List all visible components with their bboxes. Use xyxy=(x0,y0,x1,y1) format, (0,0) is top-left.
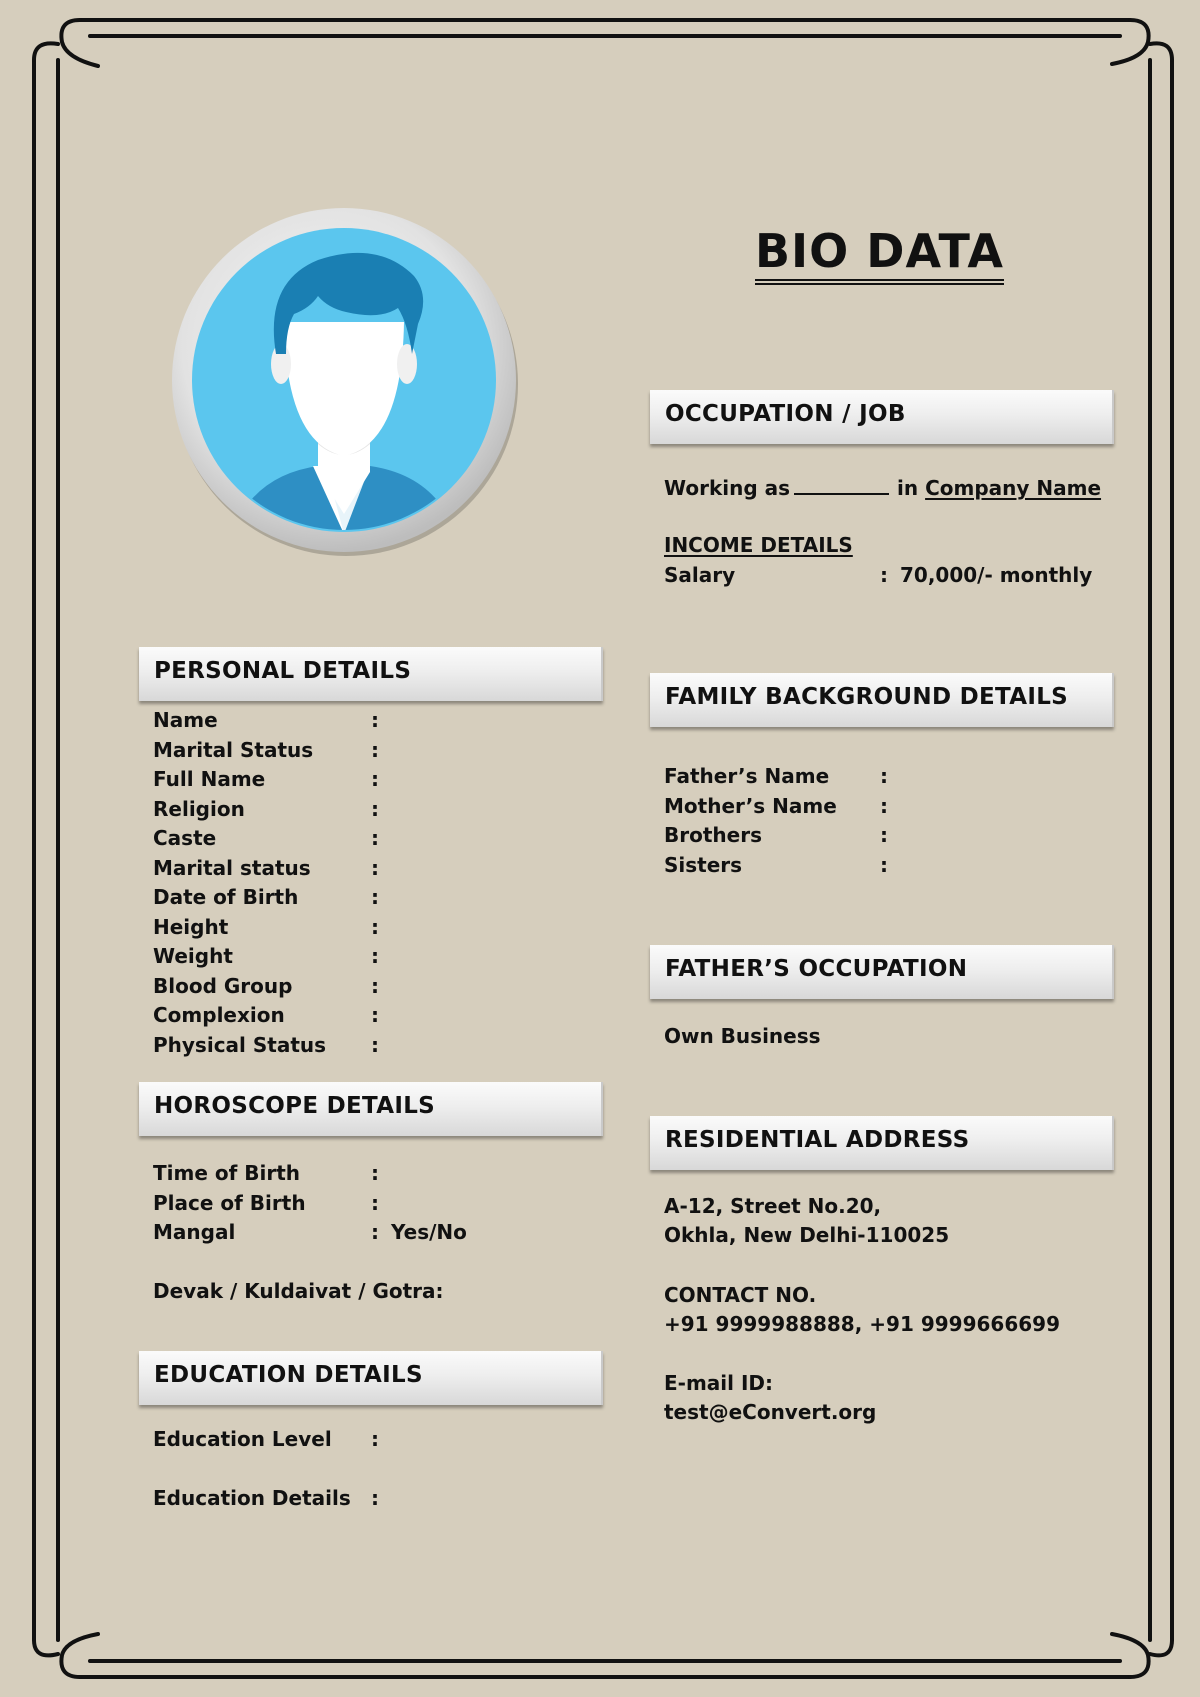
colon: : xyxy=(371,708,379,732)
field-row xyxy=(664,851,1144,880)
field-row xyxy=(153,1159,633,1188)
address-line-1: A-12, Street No.20, xyxy=(664,1194,882,1218)
field-label: Education Details xyxy=(153,1486,351,1510)
field-label: Mangal xyxy=(153,1220,236,1244)
father-occupation-header: FATHER’S OCCUPATION xyxy=(650,945,1114,999)
income-details-heading: INCOME DETAILS xyxy=(664,533,853,557)
colon: : xyxy=(371,1032,379,1057)
profile-photo-placeholder[interactable] xyxy=(168,204,520,556)
field-row xyxy=(153,795,633,824)
field-row xyxy=(664,821,1144,850)
contact-label: CONTACT NO. xyxy=(664,1283,817,1307)
field-row xyxy=(153,854,633,883)
colon: : xyxy=(371,1427,379,1451)
colon: : xyxy=(880,793,888,818)
residential-address-header: RESIDENTIAL ADDRESS xyxy=(650,1116,1114,1170)
field-label: Sisters xyxy=(664,852,743,877)
email-value[interactable]: test@eConvert.org xyxy=(664,1400,877,1424)
field-label: Complexion xyxy=(153,1003,285,1027)
colon: : xyxy=(880,764,888,788)
colon: : xyxy=(371,1003,379,1027)
personal-details-header: PERSONAL DETAILS xyxy=(139,647,603,701)
field-label: Education Level xyxy=(153,1427,332,1451)
field-label: Name xyxy=(153,708,218,732)
address-line-2: Okhla, New Delhi-110025 xyxy=(664,1223,950,1247)
family-background-header: FAMILY BACKGROUND DETAILS xyxy=(650,673,1114,727)
father-occupation-value: Own Business xyxy=(664,1024,821,1048)
field-row xyxy=(664,792,1144,821)
field-row xyxy=(153,913,633,942)
field-row xyxy=(153,1189,633,1218)
colon: : xyxy=(880,563,888,587)
field-row xyxy=(664,762,1144,791)
salary-label: Salary xyxy=(664,563,736,587)
field-label: Father’s Name xyxy=(664,764,830,788)
working-as-line xyxy=(664,473,1101,503)
field-label: Marital Status xyxy=(153,737,314,762)
email-label: E-mail ID: xyxy=(664,1371,774,1395)
colon: : xyxy=(371,944,379,968)
field-label: Blood Group xyxy=(153,973,293,998)
field-row xyxy=(153,736,633,765)
field-row xyxy=(153,972,633,1001)
colon: : xyxy=(371,914,379,939)
colon: : xyxy=(371,767,379,791)
field-row xyxy=(153,1001,633,1030)
colon: : xyxy=(371,1161,379,1185)
field-label: Physical Status xyxy=(153,1032,327,1057)
colon: : xyxy=(371,1220,379,1244)
field-label: Place of Birth xyxy=(153,1190,306,1215)
field-label: Caste xyxy=(153,826,217,850)
salary-value: 70,000/- monthly xyxy=(900,563,1093,587)
field-label: Mother’s Name xyxy=(664,793,837,818)
field-row xyxy=(153,883,633,912)
field-label: Time of Birth xyxy=(153,1161,301,1185)
contact-value: +91 9999988888, +91 9999666699 xyxy=(664,1312,1060,1336)
colon: : xyxy=(371,1486,379,1510)
field-row xyxy=(153,765,633,794)
colon: : xyxy=(880,852,888,877)
colon: : xyxy=(371,796,379,821)
field-label: Weight xyxy=(153,944,233,968)
colon: : xyxy=(371,973,379,998)
salary-row xyxy=(664,561,1093,590)
working-as-label: Working as xyxy=(664,476,791,500)
in-label: in xyxy=(897,476,919,500)
colon: : xyxy=(371,737,379,762)
field-row xyxy=(153,1218,633,1247)
company-name[interactable]: Company Name xyxy=(925,476,1102,500)
field-row xyxy=(153,706,633,735)
field-row xyxy=(153,1484,633,1513)
colon: : xyxy=(880,823,888,847)
field-label: Brothers xyxy=(664,823,762,847)
field-row xyxy=(153,824,633,853)
education-details-header: EDUCATION DETAILS xyxy=(139,1351,603,1405)
field-label: Religion xyxy=(153,796,245,821)
field-label: Date of Birth xyxy=(153,885,299,909)
horoscope-details-header: HOROSCOPE DETAILS xyxy=(139,1082,603,1136)
colon: : xyxy=(371,885,379,909)
field-row xyxy=(153,942,633,971)
field-row xyxy=(153,1425,633,1454)
colon: : xyxy=(371,1190,379,1215)
page-title: BIO DATA xyxy=(755,226,1004,285)
colon: : xyxy=(371,826,379,850)
colon: : xyxy=(371,855,379,880)
field-value[interactable]: Yes/No xyxy=(391,1220,467,1244)
field-row xyxy=(153,1031,633,1060)
field-label: Marital status xyxy=(153,855,311,880)
field-label: Height xyxy=(153,914,229,939)
occupation-header: OCCUPATION / JOB xyxy=(650,390,1114,444)
gotra-label: Devak / Kuldaivat / Gotra: xyxy=(153,1279,444,1303)
job-title-blank[interactable] xyxy=(794,473,889,495)
field-label: Full Name xyxy=(153,767,266,791)
